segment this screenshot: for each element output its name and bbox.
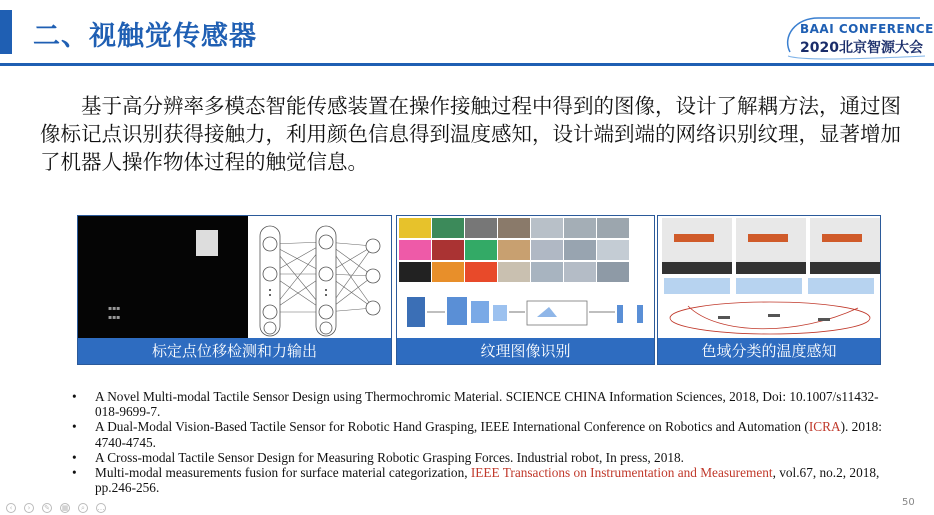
texture-sample: [432, 262, 464, 282]
texture-sample: [399, 218, 431, 238]
title-accent-bar: [0, 10, 12, 54]
slides-grid-icon[interactable]: ▦: [61, 504, 69, 512]
color-histogram: [808, 278, 874, 294]
texture-sample: [597, 262, 629, 282]
reference-highlight: IEEE Transactions on Instrumentation and Measurement: [470, 465, 773, 481]
reference-text: A Novel Multi-modal Tactile Sensor Design using Thermochromic Material. SCIENCE CHINA Information Sciences, 2018, Doi: 10.1007/s11432-018-9699-7.: [95, 389, 879, 420]
reference-text-end: , vol.67, no.2, 2018, pp.246-256.: [95, 465, 880, 496]
marker-image-overlay: ▪▪▪ ▪▪▪: [108, 305, 121, 321]
marker-image: [78, 216, 248, 340]
reference-text: A Dual-Modal Vision-Based Tactile Sensor for Robotic Hand Grasping, IEEE International Conference on Robotics and Automation (: [95, 419, 809, 435]
body-paragraph: [40, 92, 910, 176]
texture-sample: [432, 240, 464, 260]
more-options-icon[interactable]: …: [97, 504, 105, 512]
figure-caption: 色域分类的温度感知: [658, 338, 880, 364]
conference-logo: [780, 12, 934, 60]
texture-sample: [597, 240, 629, 260]
texture-sample: [564, 218, 596, 238]
texture-sample: [399, 240, 431, 260]
bullet: •: [72, 419, 77, 435]
title-rule: [0, 63, 934, 66]
grasp-photo: [662, 218, 732, 274]
body-paragraph-text: 基于高分辨率多模态智能传感装置在操作接触过程中得到的图像，设计了解耦方法，通过图像标记点识别获得接触力，利用颜色信息得到温度感知，设计端到端的网络识别纹理，显著增加了机器人操作物体过程的触觉信息。: [40, 94, 901, 174]
texture-sample: [531, 218, 563, 238]
texture-sample: [432, 218, 464, 238]
grasp-photo: [736, 218, 806, 274]
texture-sample: [465, 218, 497, 238]
texture-sample: [399, 262, 431, 282]
next-slide-icon[interactable]: ›: [24, 503, 34, 513]
texture-sample: [531, 240, 563, 260]
reference-item: [70, 465, 900, 495]
reference-item: [70, 389, 900, 419]
texture-sample: [597, 218, 629, 238]
texture-sample: [465, 240, 497, 260]
sensor-thumbnail: [196, 230, 218, 256]
network-graph-icon: [248, 216, 392, 340]
logo-text-conference: BAAI CONFERENCE: [800, 22, 934, 36]
figure-marker-displacement: [77, 215, 392, 365]
bullet: •: [72, 465, 77, 481]
figure-caption: 纹理图像识别: [397, 338, 654, 364]
figure-caption: 标定点位移检测和力输出: [78, 338, 391, 364]
grasp-photo: [810, 218, 880, 274]
texture-sample: [564, 262, 596, 282]
texture-sample: [498, 262, 530, 282]
texture-sample: [465, 262, 497, 282]
bullet: •: [72, 389, 77, 404]
cnn-architecture-diagram: [397, 289, 655, 340]
pen-icon[interactable]: ✎: [42, 503, 52, 513]
cnn-pipeline-icon: [397, 289, 655, 340]
bullet: •: [72, 449, 77, 465]
color-histogram: [664, 278, 730, 294]
neural-network-diagram: [248, 216, 392, 340]
slide-title: 二、视触觉传感器: [33, 21, 257, 52]
slideshow-toolbar: [6, 503, 106, 513]
page-number: 50: [902, 497, 915, 508]
reference-highlight: ICRA: [808, 419, 841, 435]
previous-slide-icon[interactable]: ‹: [6, 503, 16, 513]
reference-text-end: ). 2018: 4740-4745.: [95, 419, 882, 450]
texture-sample: [564, 240, 596, 260]
classification-arcs-icon: [658, 296, 881, 340]
logo-text-event: 2020北京智源大会: [800, 40, 923, 56]
reference-item: [70, 450, 900, 465]
color-histogram: [736, 278, 802, 294]
reference-text: Multi-modal measurements fusion for surface material categorization,: [95, 465, 471, 481]
texture-sample: [531, 262, 563, 282]
texture-sample: [498, 240, 530, 260]
reference-text: A Cross-modal Tactile Sensor Design for Measuring Robotic Grasping Forces. Industrial robot, In press, 2018.: [95, 449, 684, 465]
texture-sample: [498, 218, 530, 238]
figure-temperature-sensing: [657, 215, 881, 365]
reference-item: [70, 419, 900, 449]
zoom-icon[interactable]: ⌕: [78, 503, 88, 513]
reference-list: [70, 389, 900, 495]
figure-texture-recognition: [396, 215, 655, 365]
